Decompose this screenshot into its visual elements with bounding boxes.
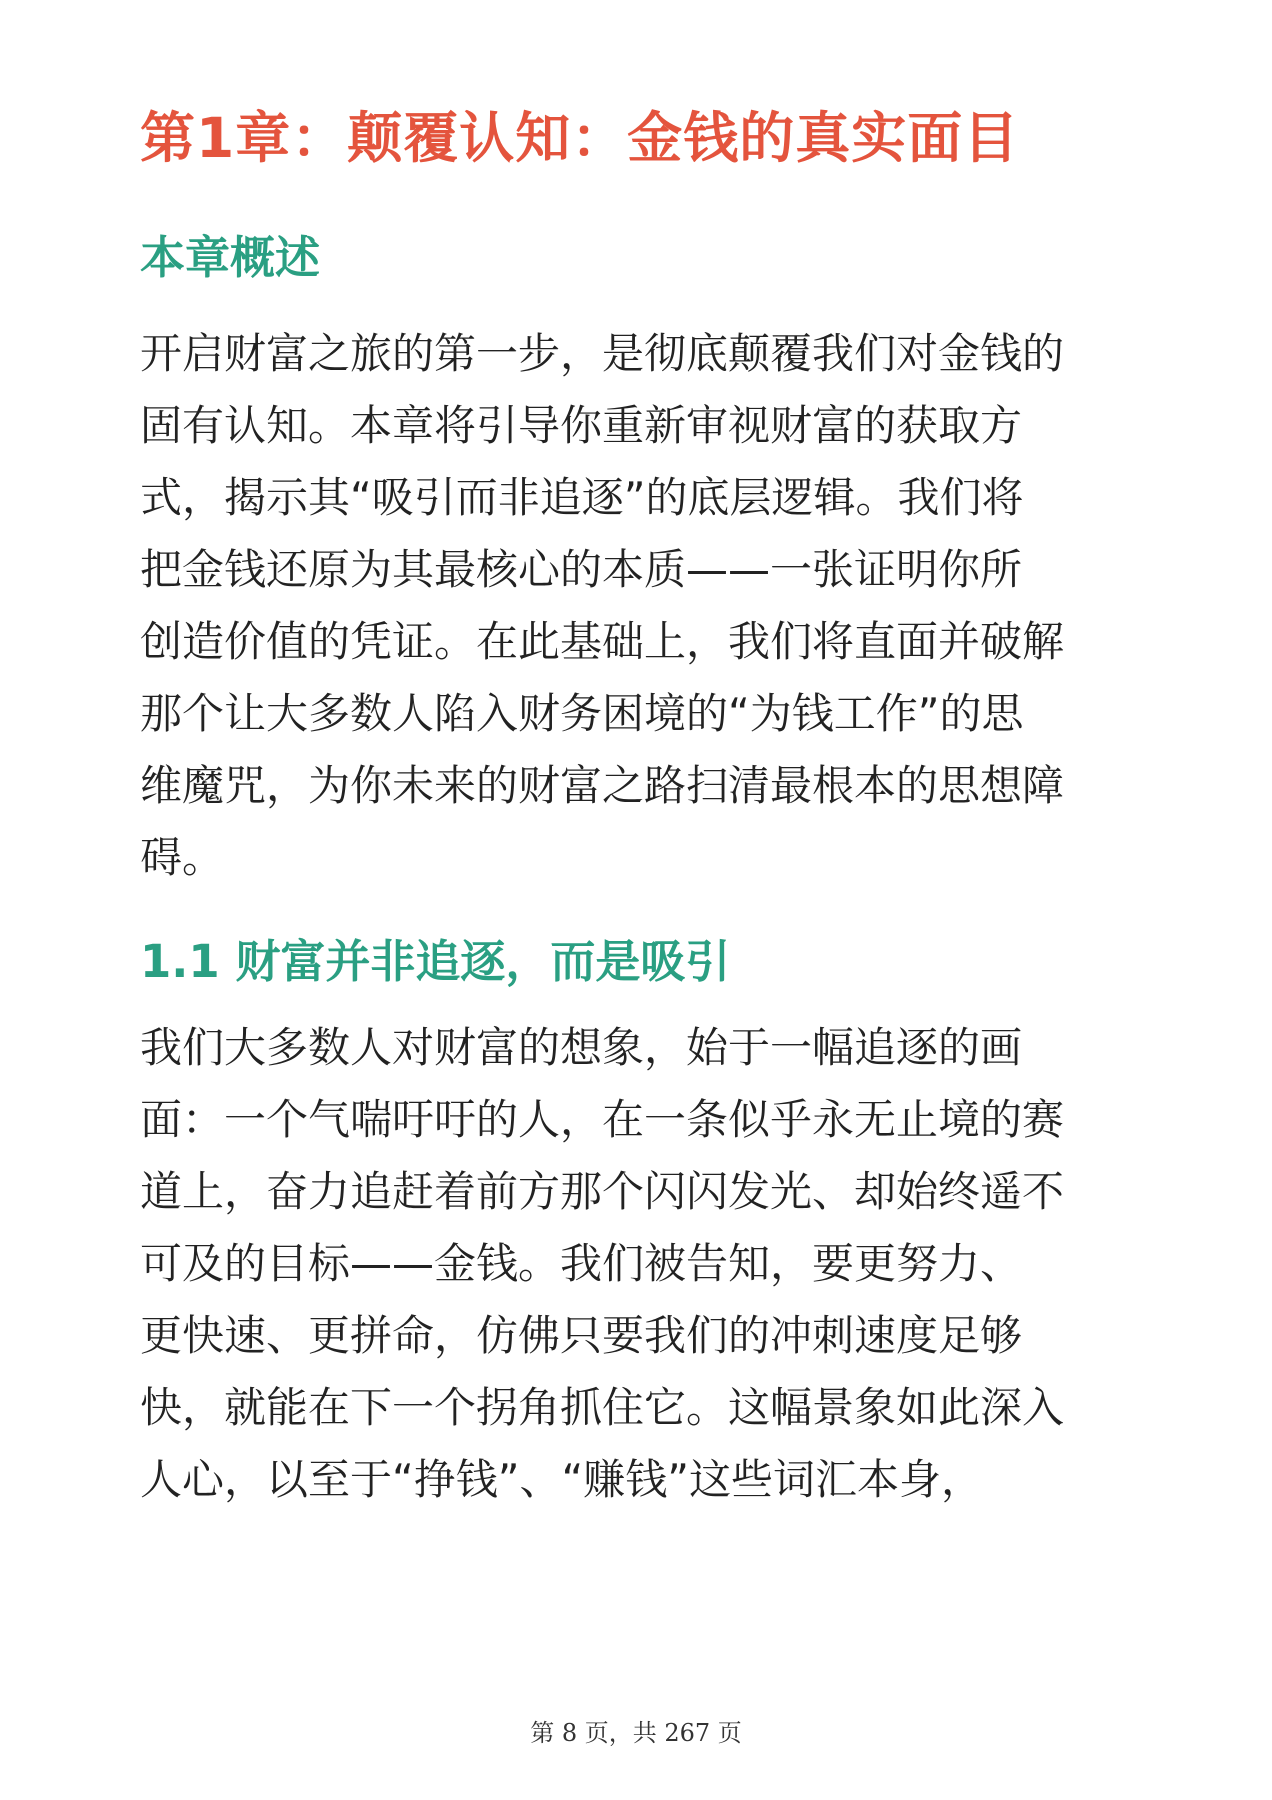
- chapter-title: 第1章：颠覆认知：金钱的真实面目: [140, 106, 1020, 170]
- overview-line: 那个让大多数人陷入财务困境的“为钱工作”的思: [140, 689, 1024, 738]
- overview-heading: 本章概述: [140, 231, 321, 284]
- overview-paragraph: [140, 318, 1130, 894]
- overview-line: 维魔咒，为你未来的财富之路扫清最根本的思想障: [140, 761, 1065, 810]
- section-line: 快，就能在下一个拐角抓住它。这幅景象如此深入: [140, 1383, 1065, 1432]
- section-line: 更快速、更拼命，仿佛只要我们的冲刺速度足够: [140, 1311, 1023, 1360]
- section-line: 道上，奋力追赶着前方那个闪闪发光、却始终遥不: [140, 1167, 1065, 1216]
- overview-line: 固有认知。本章将引导你重新审视财富的获取方: [140, 401, 1023, 450]
- section-line: 人心，以至于“挣钱”、“赚钱”这些词汇本身，: [140, 1455, 984, 1504]
- overview-line: 创造价值的凭证。在此基础上，我们将直面并破解: [140, 617, 1065, 666]
- section-line: 可及的目标——金钱。我们被告知，要更努力、: [140, 1239, 1023, 1288]
- overview-line: 开启财富之旅的第一步，是彻底颠覆我们对金钱的: [140, 329, 1065, 378]
- overview-line: 把金钱还原为其最核心的本质——一张证明你所: [140, 545, 1023, 594]
- section-1-1-heading: 1.1 财富并非追逐，而是吸引: [140, 935, 731, 988]
- section-line: 面：一个气喘吁吁的人，在一条似乎永无止境的赛: [140, 1095, 1065, 1144]
- page-content: [140, 98, 1130, 1516]
- section-1-1-paragraph: [140, 1012, 1130, 1516]
- overview-line: 式，揭示其“吸引而非追逐”的底层逻辑。我们将: [140, 473, 1024, 522]
- page-number: 第 8 页，共 267 页: [530, 1719, 742, 1747]
- overview-line: 碍。: [140, 833, 225, 882]
- section-line: 我们大多数人对财富的想象，始于一幅追逐的画: [140, 1023, 1023, 1072]
